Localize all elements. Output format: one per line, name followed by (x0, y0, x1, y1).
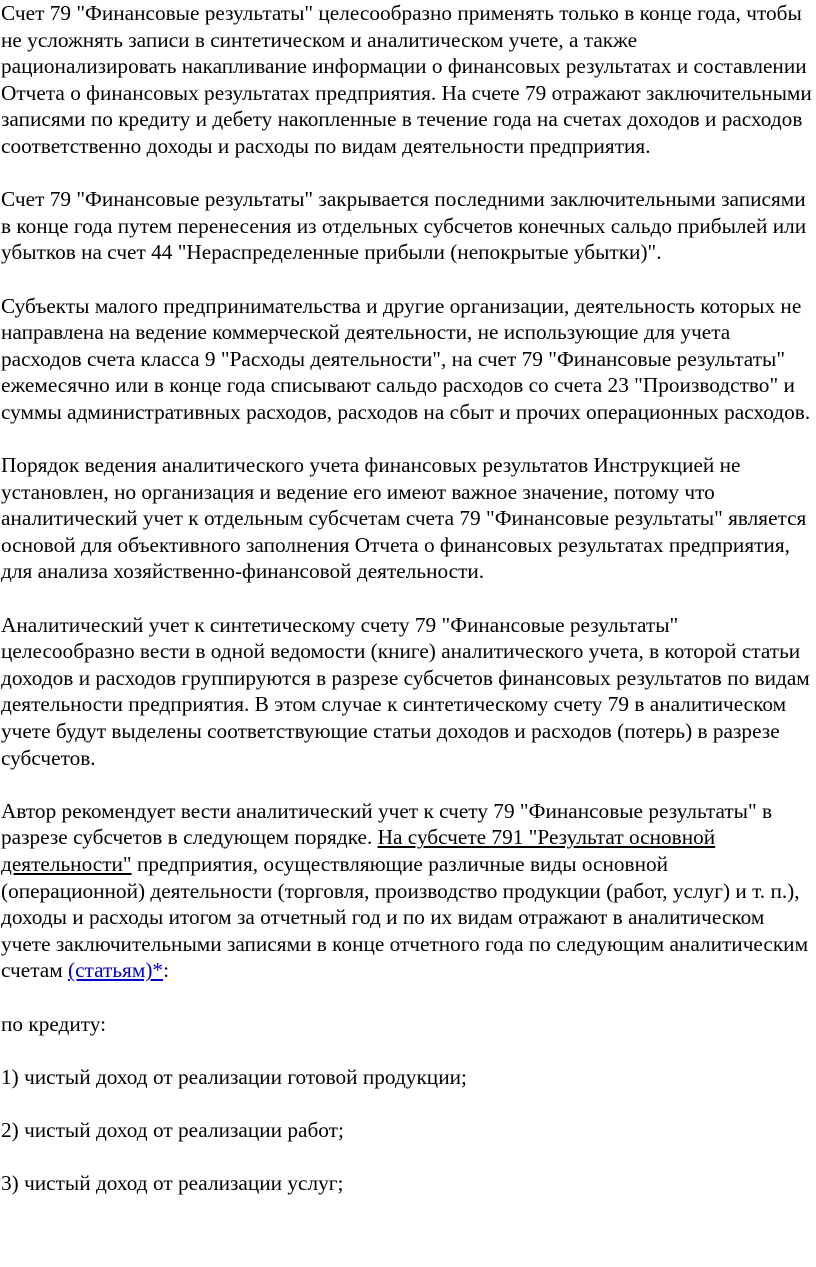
paragraph-author-recommendation (1, 798, 816, 984)
paragraph-account-79-usage: Счет 79 "Финансовые результаты" целесообразно применять только в конце года, чтобы не усложнять записи в синтетическом и аналитическом учете, а также рационализировать накапливание информации о финансовых результатах и составлении Отчета о финансовых результатах предприятия. На счете 79 отражают заключительными записями по кредиту и дебету накопленные в течение года на счетах доходов и расходов соответственно доходы и расходы по видам деятельности предприятия. (1, 1, 812, 158)
list-heading-credit: по кредиту: (1, 1011, 107, 1036)
list-item: 3) чистый доход от реализации услуг; (1, 1171, 344, 1196)
paragraph-small-business: Субъекты малого предпринимательства и другие организации, деятельность которых не направлена на ведение коммерческой деятельности, не использующие для учета расходов счета класса 9 "Расходы деятельности", на счет 79 "Финансовые результаты" ежемесячно или в конце года списывают сальдо расходов со счета 23 "Производство" и суммы административных расходов, расходов на сбыт и прочих операционных расходов. (1, 293, 811, 424)
paragraph-analytical-ledger: Аналитический учет к синтетическому счету 79 "Финансовые результаты" целесообразно вести в одной ведомости (книге) аналитического учета, в которой статьи доходов и расходов группируются в разрезе субсчетов финансовых результатов по видам деятельности предприятия. В этом случае к синтетическому счету 79 в аналитическом учете будут выделены соответствующие статьи доходов и расходов (потерь) в разрезе субсчетов. (1, 612, 810, 770)
p6-text-before: Автор рекомендует вести аналитический учет к счету 79 "Финансовые результаты" в разрезе субсчетов в следующем порядке. (1, 798, 773, 850)
subaccount-791-underlined: На субсчете 791 "Результат основной деятельности" (1, 825, 716, 876)
list-item: 1) чистый доход от реализации готовой продукции; (1, 1064, 467, 1089)
p6-text-middle: предприятия, осуществляющие различные виды основной (операционной) деятельности (торговля, производство продукции (работ, услуг) и т. п.), доходы и расходы итогом за отчетный год и по их видам отражают в аналитическом учете заключительными записями в конце отчетного года по следующим аналитическим счетам (1, 852, 809, 983)
paragraph-analytical-order: Порядок ведения аналитического учета финансовых результатов Инструкцией не установлен, но организация и ведение его имеют важное значение, потому что аналитический учет к отдельным субсчетам счета 79 "Финансовые результаты" является основой для объективного заполнения Отчета о финансовых результатах предприятия, для анализа хозяйственно-финансовой деятельности. (1, 453, 807, 584)
articles-footnote-link[interactable]: (статьям)* (68, 958, 164, 983)
p6-text-after: : (163, 958, 169, 983)
list-item: 2) чистый доход от реализации работ; (1, 1117, 344, 1142)
paragraph-account-79-closing: Счет 79 "Финансовые результаты" закрывается последними заключительными записями в конце года путем перенесения из отдельных субсчетов конечных сальдо прибылей или убытков на счет 44 "Нераспределенные прибыли (непокрытые убытки)". (1, 187, 807, 265)
